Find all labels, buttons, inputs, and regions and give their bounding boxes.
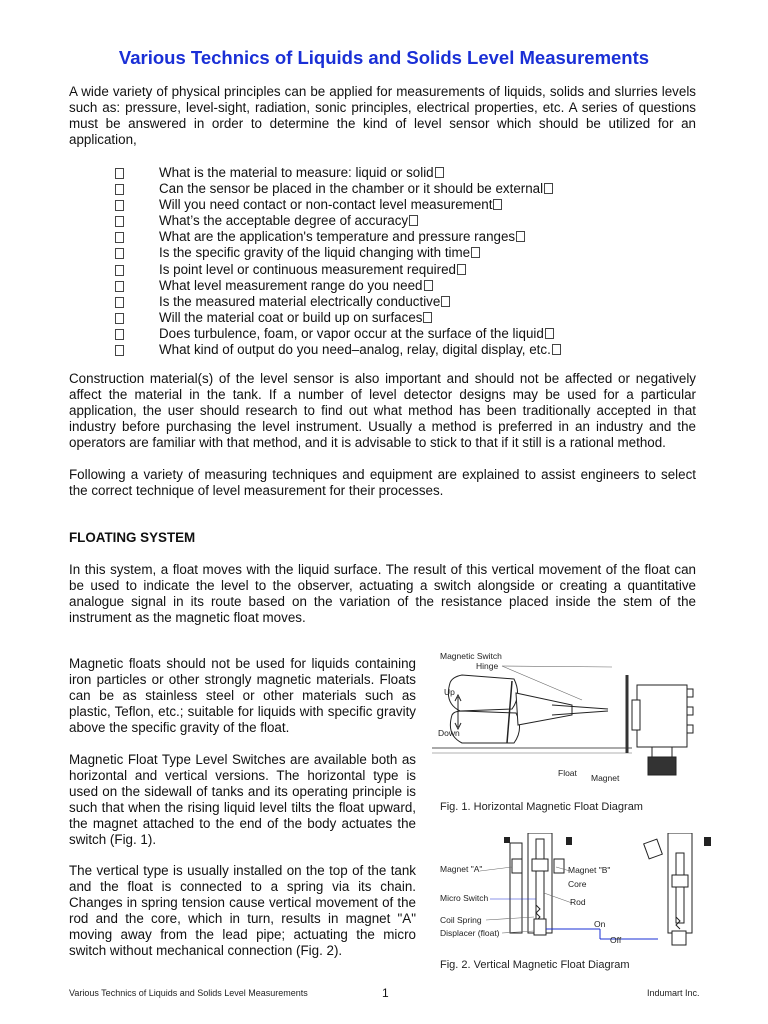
intro-paragraph: A wide variety of physical principles can be applied for measurements of liquids, solids and slurries levels such as: pressure, level-sight, radiation, sonic principles, electrical properties, etc. A series of questions must be answered in order to determine the kind of level sensor which should be utilized for an application, bbox=[69, 84, 696, 147]
checkbox-bullet-icon bbox=[115, 232, 124, 243]
missing-glyph-icon bbox=[457, 264, 466, 275]
up-label: Up bbox=[444, 687, 455, 697]
checkbox-bullet-icon bbox=[115, 248, 124, 259]
checkbox-bullet-icon bbox=[115, 265, 124, 276]
magnet-a-label: Magnet "A" bbox=[440, 864, 483, 874]
missing-glyph-icon bbox=[544, 183, 553, 194]
missing-glyph-icon bbox=[441, 296, 450, 307]
magnetic-floats-paragraph: Magnetic floats should not be used for liquids containing iron particles or other strongly magnetic materials. Floats can be as stainless steel or other materials such as plastic, Teflon, etc.; suitable for liquids with specific gravity above the specific gravity of the float. bbox=[69, 656, 416, 735]
missing-glyph-icon bbox=[409, 215, 418, 226]
missing-glyph-icon bbox=[516, 231, 525, 242]
micro-switch-label: Micro Switch bbox=[440, 893, 489, 903]
list-item: What level measurement range do you need bbox=[115, 278, 561, 294]
off-label: Off bbox=[610, 935, 622, 945]
checkbox-bullet-icon bbox=[115, 184, 124, 195]
page-number: 1 bbox=[382, 986, 389, 1000]
displacer-label: Displacer (float) bbox=[440, 928, 500, 938]
list-item: What are the application's temperature and pressure ranges bbox=[115, 229, 561, 245]
list-item: Will the material coat or build up on surfaces bbox=[115, 310, 561, 326]
list-item: What’s the acceptable degree of accuracy bbox=[115, 213, 561, 229]
list-item: Will you need contact or non-contact level measurement bbox=[115, 197, 561, 213]
coil-spring-label: Coil Spring bbox=[440, 915, 482, 925]
core-label: Core bbox=[568, 879, 587, 889]
magnet-label: Magnet bbox=[591, 773, 620, 783]
rod-label: Rod bbox=[570, 897, 586, 907]
missing-glyph-icon bbox=[493, 199, 502, 210]
missing-glyph-icon bbox=[424, 280, 433, 291]
checkbox-bullet-icon bbox=[115, 200, 124, 211]
floating-intro-paragraph: In this system, a float moves with the liquid surface. The result of this vertical movement of the float can be used to indicate the level to the observer, actuating a switch alongside or creating a quantitative analogue signal in its route based on the variation of the resistance placed inside the stem of the instrument as the magnetic float moves. bbox=[69, 562, 696, 625]
list-item: Is the measured material electrically conductive bbox=[115, 294, 561, 310]
checkbox-bullet-icon bbox=[115, 297, 124, 308]
magnetic-switch-label: Magnetic Switch bbox=[440, 651, 502, 661]
magnet-b-label: Magnet "B" bbox=[568, 865, 611, 875]
horizontal-float-diagram bbox=[432, 645, 712, 795]
missing-glyph-icon bbox=[471, 247, 480, 258]
checkbox-bullet-icon bbox=[115, 345, 124, 356]
down-label: Down bbox=[438, 728, 460, 738]
list-item: Is the specific gravity of the liquid changing with time bbox=[115, 245, 561, 261]
list-item: What kind of output do you need–analog, relay, digital display, etc. bbox=[115, 342, 561, 358]
checkbox-bullet-icon bbox=[115, 313, 124, 324]
list-item: Does turbulence, foam, or vapor occur at the surface of the liquid bbox=[115, 326, 561, 342]
checkbox-bullet-icon bbox=[115, 216, 124, 227]
construction-paragraph: Construction material(s) of the level sensor is also important and should not be affected or negatively affect the material in the tank. If a number of level detector designs may be used for a particular application, the user should research to find out what method has been traditionally accepted in that industry before purchasing the level instrument. Usually a method is preferred in an industry and the operators are familiar with that method, and it is advisable to stick to that if it still is a rational method. bbox=[69, 371, 696, 450]
missing-glyph-icon bbox=[423, 312, 432, 323]
switch-types-paragraph: Magnetic Float Type Level Switches are available both as horizontal and vertical versions. The horizontal type is used on the sidewall of tanks and its operating principle is such that when the rising liquid level tilts the float upward, the magnet attached to the end of the body actuates the switch (Fig. 1). bbox=[69, 752, 416, 847]
checkbox-bullet-icon bbox=[115, 168, 124, 179]
list-item: What is the material to measure: liquid or solid bbox=[115, 165, 561, 181]
hinge-label: Hinge bbox=[476, 661, 499, 671]
missing-glyph-icon bbox=[435, 167, 444, 178]
missing-glyph-icon bbox=[552, 344, 561, 355]
checkbox-bullet-icon bbox=[115, 329, 124, 340]
on-label: On bbox=[594, 919, 606, 929]
fig2-caption: Fig. 2. Vertical Magnetic Float Diagram bbox=[440, 959, 630, 971]
fig1-caption: Fig. 1. Horizontal Magnetic Float Diagram bbox=[440, 801, 643, 813]
following-paragraph: Following a variety of measuring techniques and equipment are explained to assist engineers to select the correct technique of level measurement for their processes. bbox=[69, 467, 696, 498]
footer-title: Various Technics of Liquids and Solids Level Measurements bbox=[69, 988, 308, 998]
vertical-float-diagram bbox=[432, 833, 722, 957]
vertical-type-paragraph: The vertical type is usually installed on the top of the tank and the float is connected to a spring via its chain. Changes in spring tension cause vertical movement of the rod and the core, which in turn, results in magnet "A" moving away from the lead pipe; actuating the micro switch without mechanical connection (Fig. 2). bbox=[69, 863, 416, 958]
question-list bbox=[115, 165, 561, 358]
missing-glyph-icon bbox=[545, 328, 554, 339]
list-item: Is point level or continuous measurement required bbox=[115, 262, 561, 278]
footer-company: Indumart Inc. bbox=[647, 988, 700, 998]
page-title: Various Technics of Liquids and Solids Level Measurements bbox=[118, 47, 650, 68]
section-heading: FLOATING SYSTEM bbox=[69, 530, 196, 545]
float-label: Float bbox=[558, 768, 577, 778]
list-item: Can the sensor be placed in the chamber or it should be external bbox=[115, 181, 561, 197]
checkbox-bullet-icon bbox=[115, 281, 124, 292]
